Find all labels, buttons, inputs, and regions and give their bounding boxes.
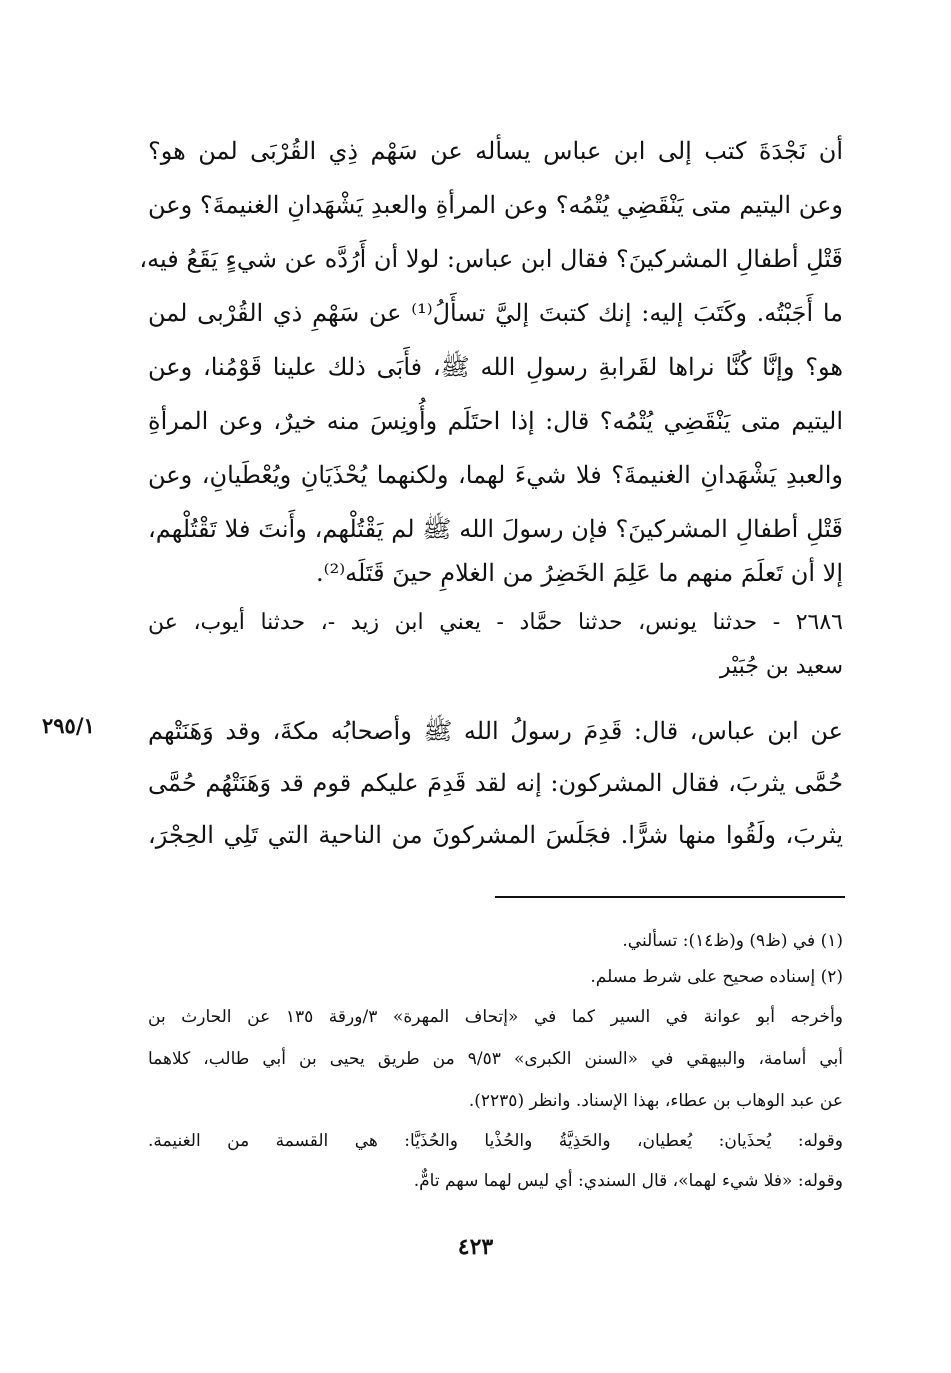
hadith-body-block bbox=[148, 704, 843, 874]
text-line: حُمَّى يثربَ، فقال المشركون: إنه لقد قَدِمَ عليكم قوم قد وَهَنَتْهُم حُمَّى bbox=[148, 769, 843, 797]
page-number: ٤٢٣ bbox=[457, 1234, 494, 1260]
text-line: وعن اليتيم متى يَنْقَضِي يُتْمُه؟ وعن المرأةِ والعبدِ يَشْهَدانِ الغنيمةَ؟ وعن bbox=[148, 191, 843, 219]
text-line: ما أَجَبْتُه. وكَتَبَ إليه: إنك كتبتَ إليَّ تسأَلُ⁽¹⁾ عن سَهْمِ ذي القُرْبى لمن bbox=[148, 299, 844, 327]
main-text-block bbox=[139, 124, 844, 604]
text-line: يثربَ، ولَقُوا منها شرًّا. فجَلَسَ المشركونَ من الناحية التي تَلِي الحِجْرَ، bbox=[148, 821, 843, 849]
text-line: والعبدِ يَشْهَدانِ الغنيمةَ؟ فلا شيءَ لهما، ولكنهما يُحْذَيَانِ ويُعْطَيانِ، وعن bbox=[148, 461, 844, 489]
text-line: إلا أن تَعلَمَ منهم ما عَلِمَ الخَضِرُ من الغلامِ حينَ قَتَلَه⁽²⁾. bbox=[316, 559, 843, 587]
footnote-line: وقوله: يُحذَيان: يُعطيان، والحَذِيَّةُ والحُذْيا والحُذَيَّا: هي القسمة من الغنيمة. bbox=[148, 1131, 843, 1151]
text-line: أن نَجْدَةَ كتب إلى ابن عباس يسأله عن سَهْم ذِي القُرْبَى لمن هو؟ bbox=[148, 137, 843, 165]
footnote-line: (٢) إسناده صحيح على شرط مسلم. bbox=[590, 967, 843, 987]
text-line: اليتيم متى يَنْقَضِي يُتْمُه؟ قال: إذا احتَلَم وأُونِسَ منه خيرٌ، وعن المرأةِ bbox=[148, 407, 843, 435]
footnote-line: عن عبد الوهاب بن عطاء، بهذا الإسناد. وانظر (٢٢٣٥). bbox=[468, 1091, 843, 1111]
text-line: عن ابن عباس، قال: قَدِمَ رسولُ الله ﷺ وأصحابُه مكةَ، وقد وَهَنَتْهم bbox=[148, 717, 843, 745]
margin-reference: ٢٩٥/١ bbox=[42, 713, 95, 738]
footnote-divider bbox=[495, 896, 845, 898]
footnote-line: (١) في (ظ٩) و(ظ١٤): تسألني. bbox=[622, 931, 843, 951]
hadith-number-line: ٢٦٨٦ - حدثنا يونس، حدثنا حمَّاد - يعني ابن زيد -، حدثنا أيوب، عن bbox=[148, 610, 843, 635]
footnote-line: أبي أسامة، والبيهقي في «السنن الكبرى» ٩/٥٣ من طريق يحيى بن أبي طالب، كلاهما bbox=[148, 1049, 843, 1069]
text-line: قَتْلِ أطفالِ المشركينَ؟ فإن رسولَ الله ﷺ لم يَقْتُلْهم، وأَنتَ فلا تَقْتُلْهم، bbox=[148, 515, 843, 543]
footnote-line: وأخرجه أبو عوانة في السير كما في «إتحاف المهرة» ٣/ورقة ١٣٥ عن الحارث بن bbox=[148, 1007, 843, 1027]
footnote-line: وقوله: «فلا شيء لهما»، قال السندي: أي ليس لهما سهم تامٌّ. bbox=[413, 1171, 843, 1191]
footnotes-block bbox=[148, 924, 843, 1214]
text-line: سعيد بن جُبَيْر bbox=[719, 654, 843, 679]
text-line: هو؟ وإنَّا كُنَّا نراها لقَرابةِ رسولِ الله ﷺ، فأَبَى ذلك علينا قَوْمُنا، وعن bbox=[148, 353, 843, 381]
hadith-isnad-block bbox=[148, 600, 843, 700]
text-line: قَتْلِ أطفالِ المشركينَ؟ فقال ابن عباس: لولا أن أَرُدَّه عن شيءٍ يَقَعُ فيه، bbox=[139, 245, 843, 273]
